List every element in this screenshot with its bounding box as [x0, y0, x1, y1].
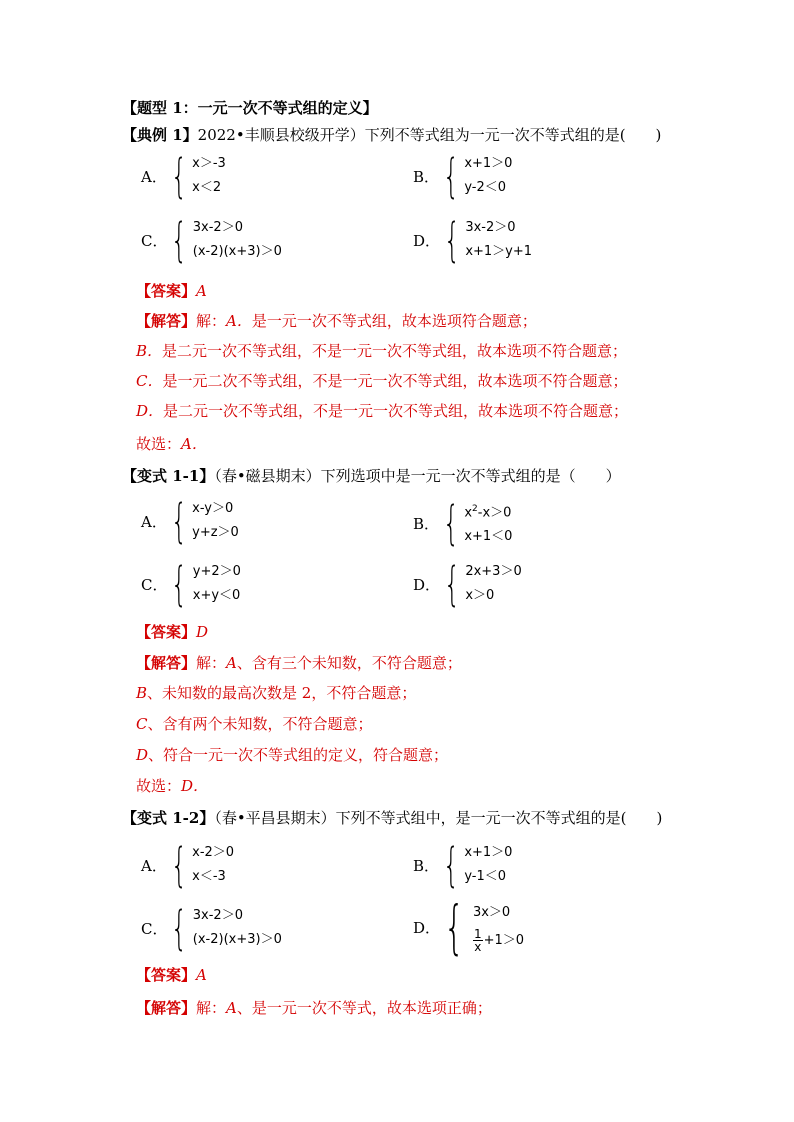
q3-solution-line-1 — [136, 998, 492, 1018]
q2-solution-line-2 — [136, 683, 416, 703]
solution-tag: 【解答】 — [136, 999, 197, 1017]
solution-text: 、未知数的最高次数是 2，不符合题意； — [147, 684, 417, 702]
q2-solution-line-1 — [136, 653, 462, 673]
q1-solution-line-4 — [136, 401, 628, 421]
exponent: 2 — [472, 504, 478, 514]
inequality: 3x-2＞0 — [192, 220, 243, 235]
question-1-text: 2022•丰顺县校级开学）下列不等式组为一元一次不等式组的是( ) — [197, 126, 662, 144]
inequality-system — [193, 560, 241, 608]
option-label: A． — [141, 167, 167, 186]
final-text: 故选： — [136, 777, 182, 795]
inequality: 2x+3＞0 — [465, 564, 522, 579]
answer-value: A — [196, 966, 207, 984]
inequality: y-2＜0 — [464, 180, 507, 195]
inequality: x+1＞0 — [464, 156, 513, 171]
q3-option-d — [413, 893, 525, 961]
solution-text: 是一元二次不等式组，不是一元一次不等式组，故本选项不符合题意； — [162, 372, 628, 390]
brace-icon: { — [171, 213, 188, 267]
answer-value: A — [196, 282, 207, 300]
inequality-system — [192, 152, 226, 200]
inequality-system — [464, 497, 512, 549]
question-2-stem — [122, 466, 621, 486]
brace-icon: { — [444, 893, 465, 961]
option-label: B． — [413, 514, 440, 533]
inequality: x＜-3 — [192, 869, 226, 884]
solution-text: 、符合一元一次不等式组的定义，符合题意； — [148, 746, 449, 764]
solution-text: 是一元一次不等式组，故本选项符合题意； — [251, 312, 537, 330]
solution-tag: 【解答】 — [136, 312, 197, 330]
question-3-tag: 【变式 1-2】 — [122, 809, 215, 827]
q1-final-choice — [136, 434, 207, 454]
brace-icon: { — [444, 557, 461, 611]
brace-icon: { — [170, 838, 187, 892]
inequality: (x-2)(x+3)＞0 — [192, 932, 282, 947]
term: +1＞0 — [483, 933, 525, 948]
q3-option-c — [141, 901, 282, 955]
option-label: B． — [413, 856, 440, 875]
q3-option-b — [413, 838, 513, 892]
inequality: 3x-2＞0 — [192, 908, 243, 923]
solution-text: 是二元一次不等式组，不是一元一次不等式组，故本选项不符合题意； — [162, 342, 628, 360]
inequality: x-2＞0 — [192, 845, 235, 860]
inequality-system — [465, 560, 521, 608]
inequality: x＞0 — [465, 588, 495, 603]
brace-icon: { — [444, 213, 461, 267]
inequality-system — [192, 841, 234, 889]
inequality: x+1＞y+1 — [465, 244, 533, 259]
fraction-denominator: x — [474, 940, 482, 954]
inequality: x-y＞0 — [192, 501, 234, 516]
inequality: 3x-2＞0 — [465, 220, 516, 235]
question-2-text: （春•磁县期末）下列选项中是一元一次不等式组的是（ ） — [214, 467, 621, 485]
q1-option-b — [413, 149, 513, 203]
q2-option-b — [413, 497, 512, 549]
q3-option-a — [141, 838, 235, 892]
inequality: x+1＞0 — [464, 845, 513, 860]
q3-answer — [136, 965, 207, 985]
solution-prefix: 解： — [196, 312, 227, 330]
brace-icon: { — [171, 557, 188, 611]
term: x — [464, 505, 473, 521]
solution-text: 、含有三个未知数，不符合题意； — [236, 654, 462, 672]
q2-option-d — [413, 557, 522, 611]
solution-key: D — [136, 746, 149, 764]
solution-key: A． — [226, 312, 252, 330]
inequality-system — [465, 216, 532, 264]
fraction — [473, 928, 483, 953]
brace-icon: { — [443, 149, 460, 203]
final-key: A． — [181, 435, 207, 453]
q2-solution-line-4 — [136, 745, 448, 765]
inequality — [464, 497, 512, 525]
inequality-system — [192, 497, 239, 545]
answer-tag: 【答案】 — [136, 966, 197, 984]
solution-text: 是二元一次不等式组，不是一元一次不等式组，故本选项不符合题意； — [163, 402, 629, 420]
term: -x＞0 — [477, 505, 512, 521]
fraction-numerator: 1 — [473, 927, 482, 941]
question-3-stem — [122, 808, 662, 828]
brace-icon: { — [443, 838, 460, 892]
q2-answer — [136, 622, 208, 642]
solution-key: A — [226, 654, 237, 672]
brace-icon: { — [443, 496, 460, 551]
q2-solution-line-3 — [136, 714, 373, 734]
answer-tag: 【答案】 — [136, 623, 197, 641]
solution-key: A — [226, 999, 237, 1017]
q1-solution-line-3 — [136, 371, 628, 391]
option-label: D． — [413, 575, 441, 594]
solution-prefix: 解： — [196, 999, 227, 1017]
inequality: 3x＞0 — [472, 905, 511, 920]
solution-text: 、含有两个未知数，不符合题意； — [147, 715, 373, 733]
solution-key: C — [136, 715, 148, 733]
inequality: (x-2)(x+3)＞0 — [192, 244, 282, 259]
brace-icon: { — [171, 901, 188, 955]
inequality — [473, 927, 524, 955]
q1-solution-line-2 — [136, 341, 627, 361]
option-label: D． — [413, 918, 441, 937]
q1-option-a — [141, 149, 226, 203]
answer-value: D — [196, 623, 209, 641]
option-label: C． — [141, 575, 168, 594]
q1-answer — [136, 281, 207, 301]
question-2-tag: 【变式 1-1】 — [122, 467, 215, 485]
inequality-system — [464, 841, 512, 889]
q2-option-c — [141, 557, 241, 611]
inequality: x＞-3 — [192, 156, 226, 171]
question-1-tag: 【典例 1】 — [122, 126, 198, 144]
q2-option-a — [141, 494, 239, 548]
option-label: C． — [141, 231, 168, 250]
option-label: C． — [141, 919, 168, 938]
option-label: A． — [141, 856, 167, 875]
inequality-system — [464, 152, 512, 200]
q2-final-choice — [136, 776, 208, 796]
q1-option-d — [413, 213, 533, 267]
q1-option-c — [141, 213, 282, 267]
inequality: x+y＜0 — [192, 588, 241, 603]
brace-icon: { — [170, 494, 187, 548]
inequality-system — [473, 899, 524, 955]
inequality-system — [193, 216, 282, 264]
question-1-stem — [122, 125, 661, 145]
inequality: x+1＜0 — [464, 529, 513, 545]
final-key: D． — [181, 777, 209, 795]
q1-solution-line-1 — [136, 311, 537, 331]
solution-text: 、是一元一次不等式，故本选项正确； — [236, 999, 492, 1017]
solution-key: C． — [136, 372, 163, 390]
brace-icon: { — [170, 149, 187, 203]
option-label: B． — [413, 167, 440, 186]
inequality: y+2＞0 — [192, 564, 241, 579]
section-heading: 【题型 1：一元一次不等式组的定义】 — [122, 99, 378, 117]
answer-tag: 【答案】 — [136, 282, 197, 300]
solution-key: B． — [136, 342, 163, 360]
solution-prefix: 解： — [196, 654, 227, 672]
inequality: x＜2 — [192, 180, 222, 195]
final-text: 故选： — [136, 435, 182, 453]
question-3-text: （春•平昌县期末）下列不等式组中，是一元一次不等式组的是( ) — [214, 809, 663, 827]
inequality-system — [193, 904, 282, 952]
solution-tag: 【解答】 — [136, 654, 197, 672]
solution-key: B — [136, 684, 148, 702]
inequality: y-1＜0 — [464, 869, 507, 884]
option-label: A． — [141, 512, 167, 531]
inequality: y+z＞0 — [192, 525, 239, 540]
option-label: D． — [413, 231, 441, 250]
solution-key: D． — [136, 402, 164, 420]
